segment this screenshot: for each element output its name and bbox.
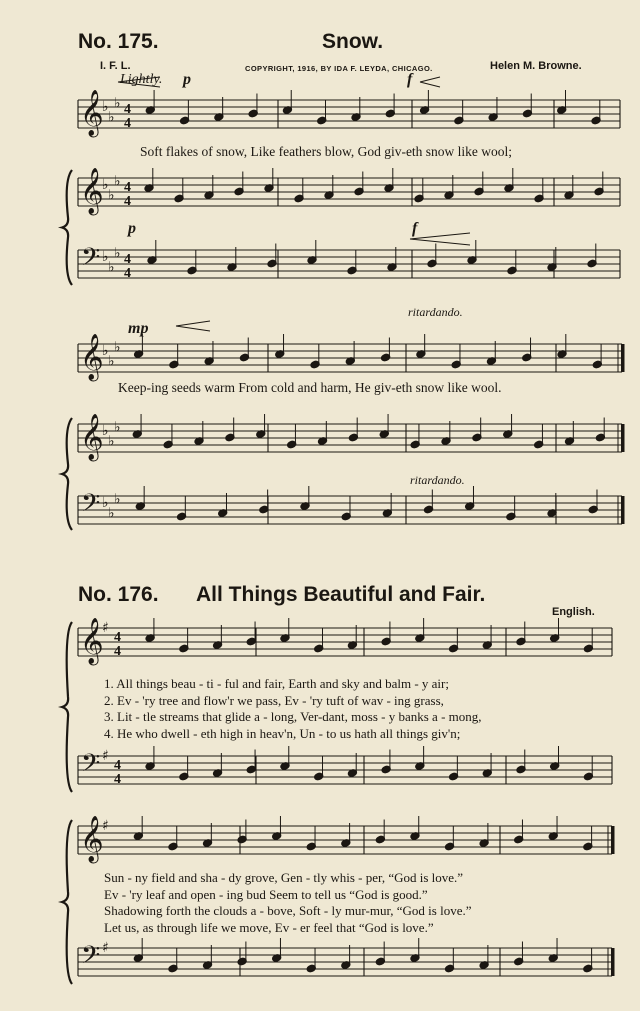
hymn-175-lyrics-line-1: Soft flakes of snow, Like feathers blow, God giv-eth snow like wool; — [140, 144, 513, 159]
time-signature-bottom: 4 — [124, 266, 131, 281]
sharp-icon: ♯ — [102, 748, 109, 764]
sharp-icon: ♯ — [102, 620, 109, 636]
sharp-icon: ♯ — [102, 940, 109, 956]
flat-icon: ♭ — [102, 99, 109, 115]
flat-icon: ♭ — [102, 249, 109, 265]
flat-icon: ♭ — [108, 259, 115, 276]
time-signature-top: 4 — [124, 180, 131, 195]
brace-icon — [62, 622, 72, 792]
bass-clef-icon: 𝄢 — [81, 489, 101, 524]
hymn-175-title: Snow. — [322, 30, 384, 53]
bass-clef-icon: 𝄢 — [81, 243, 101, 278]
flat-icon: ♭ — [108, 187, 115, 204]
flat-icon: ♭ — [114, 95, 121, 112]
hymn-175-ritardando-2: ritardando. — [410, 473, 465, 487]
verse-1-part-1: 1. All things beau - ti - ful and fair, Earth and sky and balm - y air; — [104, 676, 449, 691]
final-bar-line — [621, 496, 625, 524]
time-signature-bottom: 4 — [114, 644, 121, 659]
crescendo-hairpin — [176, 321, 210, 331]
flat-icon: ♭ — [102, 343, 109, 359]
verse-4-part-2: Let us, as through life we move, Ev - er feel that “God is love.” — [104, 919, 434, 935]
crescendo-hairpin — [118, 77, 160, 87]
hymn-176-title: All Things Beautiful and Fair. — [196, 583, 486, 606]
treble-clef-icon: 𝄞 — [80, 816, 104, 862]
sharp-icon: ♯ — [102, 818, 109, 834]
verse-4-part-1: 4. He who dwell - eth high in heav'n, Un - to us hath all things giv'n; — [104, 725, 461, 741]
brace-icon — [62, 820, 72, 984]
flat-icon: ♭ — [114, 491, 121, 508]
final-bar-line — [621, 344, 625, 372]
final-bar-line — [611, 948, 615, 976]
treble-clef-icon: 𝄞 — [80, 168, 104, 214]
h175-s1-melody-staff — [78, 100, 620, 128]
crescendo-hairpin — [410, 233, 470, 245]
flat-icon: ♭ — [108, 505, 115, 522]
flat-icon: ♭ — [108, 433, 115, 450]
time-signature-top: 4 — [114, 758, 121, 773]
time-signature-top: 4 — [114, 630, 121, 645]
hymn-175-dynamic-p-accomp: p — [128, 220, 136, 237]
brace-icon — [62, 170, 72, 285]
h176-s1-treble-staff — [78, 628, 612, 656]
hymn-175-dynamic-p-melody: p — [183, 71, 191, 88]
hymn-175-author: Helen M. Browne. — [490, 60, 582, 72]
time-signature-top: 4 — [124, 102, 131, 117]
time-signature-top: 4 — [124, 252, 131, 267]
hymn-175-dynamic-mp: mp — [128, 320, 149, 337]
hymn-175-dynamic-f-melody: f — [407, 71, 413, 88]
verse-1-part-2: Sun - ny field and sha - dy grove, Gen - tly whis - per, “God is love.” — [104, 870, 464, 885]
flat-icon: ♭ — [108, 109, 115, 126]
time-signature-bottom: 4 — [124, 116, 131, 131]
verse-3-part-2: Shadowing forth the clouds a - bove, Soft - ly mur-mur, “God is love.” — [104, 903, 472, 918]
bass-clef-icon: 𝄢 — [81, 941, 101, 976]
treble-clef-icon: 𝄞 — [80, 414, 104, 460]
treble-clef-icon: 𝄞 — [80, 618, 104, 664]
treble-clef-icon: 𝄞 — [80, 90, 104, 136]
hymn-175-ritardando-1: ritardando. — [408, 305, 463, 319]
hymn-175-copyright: COPYRIGHT, 1916, BY IDA F. LEYDA, CHICAGO. — [245, 64, 433, 73]
flat-icon: ♭ — [114, 173, 121, 190]
hymn-175-dynamic-f-accomp: f — [412, 220, 418, 237]
hymn-175-number: No. 175. — [78, 30, 159, 53]
verse-3-part-1: 3. Lit - tle streams that glide a - long, Ver-dant, moss - y banks a - mong, — [104, 709, 482, 724]
flat-icon: ♭ — [114, 245, 121, 262]
flat-icon: ♭ — [108, 353, 115, 370]
treble-clef-icon: 𝄞 — [80, 334, 104, 380]
verse-2-part-1: 2. Ev - 'ry tree and flow'r we pass, Ev - 'ry tuft of wav - ing grass, — [104, 692, 444, 708]
verse-2-part-2: Ev - 'ry leaf and open - ing bud Seem to tell us “God is good.” — [104, 886, 428, 902]
bass-clef-icon: 𝄢 — [81, 749, 101, 784]
final-bar-line — [621, 424, 625, 452]
hymn-176-number: No. 176. — [78, 583, 159, 606]
flat-icon: ♭ — [102, 495, 109, 511]
h176-s1-bass-staff — [78, 756, 612, 784]
flat-icon: ♭ — [102, 177, 109, 193]
hymn-175-tempo-marking: Lightly. — [120, 72, 163, 87]
brace-icon — [62, 418, 72, 530]
time-signature-bottom: 4 — [124, 194, 131, 209]
flat-icon: ♭ — [114, 339, 121, 356]
hymn-176-source: English. — [552, 606, 595, 618]
final-bar-line — [611, 826, 615, 854]
time-signature-bottom: 4 — [114, 772, 121, 787]
hymn-175-lyrics-line-2: Keep-ing seeds warm From cold and harm, He giv-eth snow like wool. — [118, 380, 502, 395]
flat-icon: ♭ — [102, 423, 109, 439]
hymn-175-composer-initials: I. F. L. — [100, 60, 131, 72]
flat-icon: ♭ — [114, 419, 121, 436]
crescendo-hairpin — [420, 77, 440, 87]
